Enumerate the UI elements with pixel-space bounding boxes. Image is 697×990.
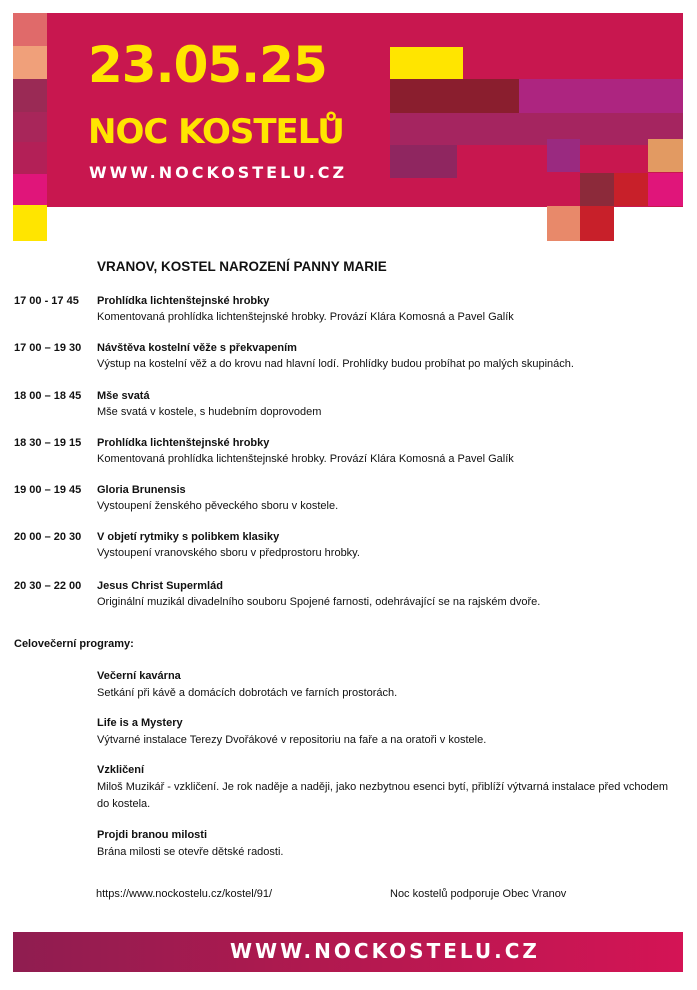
program-description: Miloš Muzikář - vzkličení. Je rok naděje a naději, jako nezbytnou esenci bytí, přiblíží výtvarná instalace před vchodem do kostela. <box>97 781 669 810</box>
event-date: 23.05.25 <box>88 36 327 94</box>
event-time: 18 30 – 19 15 <box>14 437 82 449</box>
program-title: Vzkličení <box>97 764 145 776</box>
program-title: Life is a Mystery <box>97 717 183 729</box>
program-title: Večerní kavárna <box>97 670 181 682</box>
church-page-link[interactable]: https://www.nockostelu.cz/kostel/91/ <box>96 888 273 900</box>
program-description: Setkání při kávě a domácích dobrotách ve farních prostorách. <box>97 687 398 699</box>
program-item <box>97 715 672 749</box>
event-name: Mše svatá <box>97 390 150 402</box>
footer-url[interactable]: WWW.NOCKOSTELU.CZ <box>230 939 540 963</box>
header-url[interactable]: WWW.NOCKOSTELU.CZ <box>89 163 348 182</box>
evening-programs-heading: Celovečerní programy: <box>14 638 134 650</box>
event-description: Mše svatá v kostele, s hudebním doprovodem <box>97 406 322 418</box>
program-item <box>97 668 672 702</box>
program-item <box>97 762 672 813</box>
event-title: NOC KOSTELŮ <box>88 112 344 152</box>
event-name: Prohlídka lichtenštejnské hrobky <box>97 437 270 449</box>
event-name: V objetí rytmiky s polibkem klasiky <box>97 531 280 543</box>
venue-heading: VRANOV, KOSTEL NAROZENÍ PANNY MARIE <box>97 259 387 274</box>
event-description: Vystoupení vranovského sboru v předprostoru hrobky. <box>97 547 360 559</box>
program-description: Brána milosti se otevře dětské radosti. <box>97 846 284 858</box>
event-name: Návštěva kostelní věže s překvapením <box>97 342 297 354</box>
program-description: Výtvarné instalace Terezy Dvořákové v repositoriu na faře a na oratoři v kostele. <box>97 734 487 746</box>
event-time: 20 00 – 20 30 <box>14 531 82 543</box>
program-title: Projdi branou milosti <box>97 829 208 841</box>
support-note: Noc kostelů podporuje Obec Vranov <box>390 888 567 900</box>
event-name: Prohlídka lichtenštejnské hrobky <box>97 295 270 307</box>
event-time: 20 30 – 22 00 <box>14 580 82 592</box>
event-time: 17 00 - 17 45 <box>14 295 79 307</box>
event-description: Výstup na kostelní věž a do krovu nad hlavní lodí. Prohlídky budou probíhat po malých skupinách. <box>97 358 574 370</box>
program-item <box>97 827 672 861</box>
event-name: Jesus Christ Supermlád <box>97 580 223 592</box>
event-description: Vystoupení ženského pěveckého sboru v kostele. <box>97 500 339 512</box>
event-time: 18 00 – 18 45 <box>14 390 82 402</box>
event-description: Komentovaná prohlídka lichtenštejnské hrobky. Provází Klára Komosná a Pavel Galík <box>97 311 514 323</box>
event-time: 17 00 – 19 30 <box>14 342 82 354</box>
event-description: Originální muzikál divadelního souboru Spojené farnosti, odehrávající se na rajském dvoře. <box>97 596 541 608</box>
event-description: Komentovaná prohlídka lichtenštejnské hrobky. Provází Klára Komosná a Pavel Galík <box>97 453 514 465</box>
event-name: Gloria Brunensis <box>97 484 186 496</box>
event-time: 19 00 – 19 45 <box>14 484 82 496</box>
